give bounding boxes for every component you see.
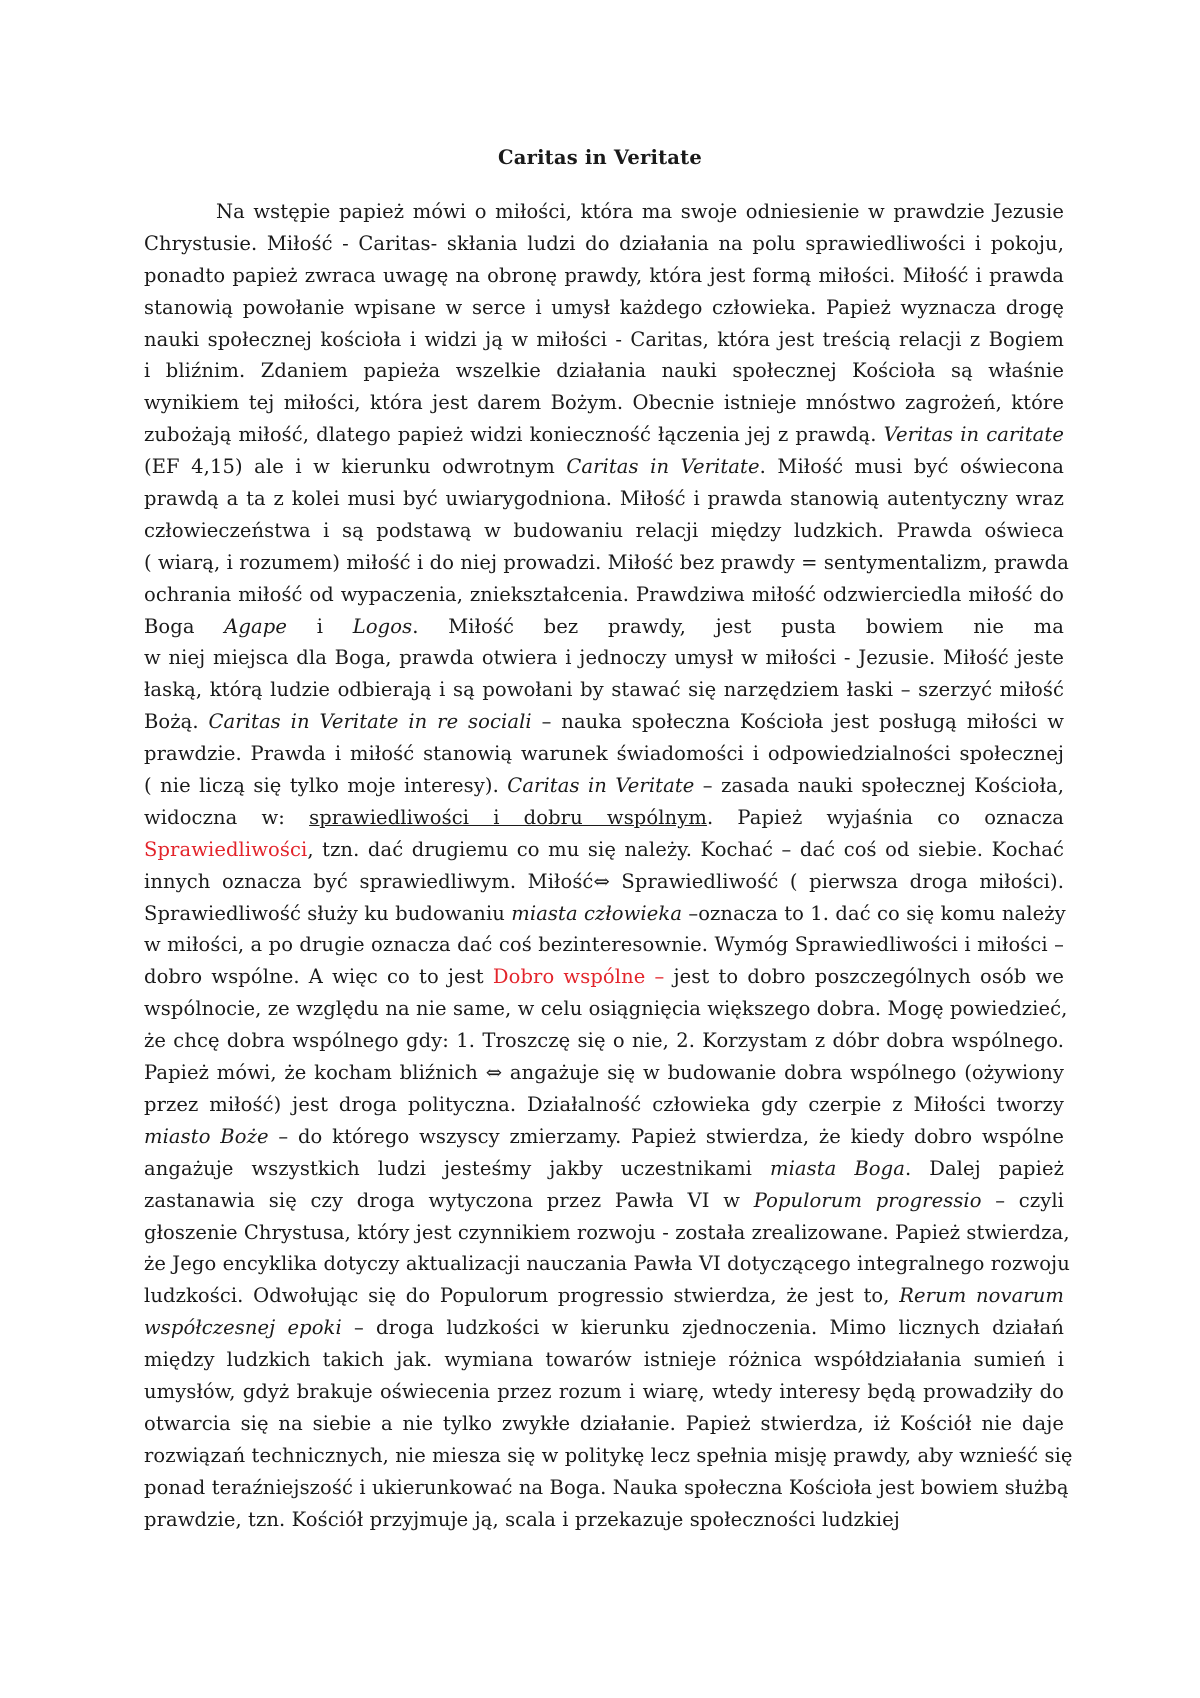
text-run: ludzkości. Odwołując się do Populorum progressio stwierdza, że jest to, [144,1284,900,1308]
text-line [144,1153,1064,1185]
text-line [144,292,1064,324]
text-line [144,674,1064,706]
italic-phrase: Caritas in Veritate [566,455,760,479]
text-line [144,196,1064,228]
italic-phrase: Caritas in Veritate [507,774,695,798]
text-line [144,642,1064,674]
highlighted-term: Sprawiedliwości [144,837,308,861]
text-run: otwarcia się na siebie a nie tylko zwykłe działanie. Papież stwierdza, iż Kościół nie daje [144,1411,1064,1435]
text-run: głoszenie Chrystusa, który jest czynnikiem rozwoju - została zrealizowane. Papież stwierdza, [144,1220,1070,1244]
text-line [144,1057,1064,1089]
text-run: . Dalej papież [904,1156,1064,1180]
text-run: – zasada nauki społecznej Kościoła, [694,774,1064,798]
text-line [144,929,1064,961]
text-line [144,387,1064,419]
text-run: stanowią powołanie wpisane w serce i umysł każdego człowieka. Papież wyznacza drogę [144,295,1064,319]
text-run: zubożają miłość, dlatego papież widzi konieczność łączenia jej z prawdą. [144,423,884,447]
text-line [144,260,1064,292]
text-run: umysłów, gdyż brakuje oświecenia przez rozum i wiarę, wtedy interesy będą prowadziły do [144,1379,1064,1403]
document-body [144,196,1073,1535]
text-run: Chrystusie. Miłość - Caritas- skłania ludzi do działania na polu sprawiedliwości i pokoju, [144,231,1064,255]
italic-phrase: miasta człowieka [511,901,683,925]
text-run: prawdą a ta z kolei musi być uwiarygodniona. Miłość i prawda stanowią autentyczny wraz [144,487,1064,511]
text-run: . Miłość bez prawdy, jest pusta bowiem nie ma [412,614,1065,638]
text-run: w miłości, a po drugie oznacza dać coś bezinteresownie. Wymóg Sprawiedliwości i miłości – [144,933,1064,957]
text-run: jest to dobro poszczególnych osób we [664,965,1064,989]
italic-phrase: Caritas in Veritate in re sociali [208,710,532,734]
text-run: . Miłość musi być oświecona [759,455,1064,479]
text-line [144,547,1069,579]
italic-phrase: Agape [224,614,288,638]
text-line [144,706,1064,738]
text-run: rozwiązań technicznych, nie miesza się w politykę lecz spełnia misję prawdy, aby wznieść się [144,1443,1073,1467]
highlighted-term: Dobro wspólne – [492,965,665,989]
text-run: ( wiarą, i rozumem) miłość i do niej prowadzi. Miłość bez prawdy = sentymentalizm, prawda [144,550,1069,574]
text-run: w niej miejsca dla Boga, prawda otwiera i jednoczy umysł w miłości - Jezusie. Miłość jeste [144,646,1064,670]
text-line [144,961,1064,993]
text-line [144,1376,1064,1408]
text-run: ponadto papież zwraca uwagę na obronę prawdy, która jest formą miłości. Miłość i prawda [144,263,1064,287]
text-line [144,611,1064,643]
text-run: prawdzie, tzn. Kościół przyjmuje ją, scala i przekazuje społeczności ludzkiej [144,1507,900,1531]
text-line [144,1344,1064,1376]
text-line [144,1472,1069,1504]
text-run: – droga ludzkości w kierunku zjednoczenia. Mimo licznych działań [341,1316,1064,1340]
text-run: Boga [144,614,225,638]
text-run: człowieczeństwa i są podstawą w budowaniu relacji między ludzkich. Prawda oświeca [144,518,1064,542]
text-run: prawdzie. Prawda i miłość stanowią warunek świadomości i odpowiedzialności społecznej [144,742,1064,766]
text-run: – do którego wszyscy zmierzamy. Papież stwierdza, że kiedy dobro wspólne [268,1124,1064,1148]
text-line [144,1280,1064,1312]
document-title: Caritas in Veritate [498,146,702,169]
text-line [144,1312,1064,1344]
text-run: wspólnocie, ze względu na nie same, w celu osiągnięcia większego dobra. Mogę powiedzieć, [144,997,1068,1021]
text-run: że chcę dobra wspólnego gdy: 1. Troszczę się o nie, 2. Korzystam z dóbr dobra wspólnego. [144,1029,1064,1053]
text-run: między ludzkich takich jak. wymiana towarów istnieje różnica współdziałania sumień i [144,1348,1064,1372]
text-line [144,898,1064,930]
text-line [144,993,1068,1025]
text-line [144,1217,1070,1249]
text-run: widoczna w: [144,805,310,829]
underlined-phrase: sprawiedliwości i dobru wspólnym [309,805,707,829]
text-run: nauki społecznej kościoła i widzi ją w miłości - Caritas, która jest treścią relacji z Bogiem [144,327,1064,351]
text-line [144,228,1064,260]
text-run: wynikiem tej miłości, która jest darem Bożym. Obecnie istnieje mnóstwo zagrożeń, które [144,391,1064,415]
text-line [144,483,1064,515]
italic-phrase: Logos [352,614,413,638]
text-run: i bliźnim. Zdaniem papieża wszelkie działania nauki społecznej Kościoła są właśnie [144,359,1064,383]
text-line [144,1121,1064,1153]
text-run: łaską, którą ludzie odbierają i są powołani by stawać się narzędziem łaski – szerzyć miłość [144,678,1064,702]
text-run: . Papież wyjaśnia co oznacza [706,805,1065,829]
text-line [144,834,1064,866]
text-line [144,866,1064,898]
text-line [144,802,1064,834]
text-run: – nauka społeczna Kościoła jest posługą miłości w [531,710,1064,734]
text-line [144,579,1064,611]
text-run: ochrania miłość od wypaczenia, zniekształcenia. Prawdziwa miłość odzwierciedla miłość do [144,582,1064,606]
text-line [144,1185,1064,1217]
text-run: –oznacza to 1. dać co się komu należy [682,901,1066,925]
text-run: innych oznacza być sprawiedliwym. Miłość⇔ Sprawiedliwość ( pierwsza droga miłości). [144,869,1064,893]
text-run: – czyli [981,1188,1064,1212]
text-line [144,1504,1064,1536]
italic-phrase: Rerum novarum [899,1284,1065,1308]
text-line [144,451,1064,483]
text-line [144,1440,1073,1472]
text-run: ponad teraźniejszość i ukierunkować na Boga. Nauka społeczna Kościoła jest bowiem służbą [144,1475,1069,1499]
text-line [144,1248,1070,1280]
text-run: dobro wspólne. A więc co to jest [144,965,493,989]
text-line [144,1089,1064,1121]
text-run: angażuje wszystkich ludzi jesteśmy jakby uczestnikami [144,1156,770,1180]
italic-phrase: Populorum progressio [753,1188,982,1212]
text-line [144,738,1064,770]
italic-phrase: Veritas in caritate [883,423,1064,447]
text-run: , tzn. dać drugiemu co mu się należy. Kochać – dać coś od siebie. Kochać [307,837,1064,861]
text-line [144,355,1064,387]
text-run: (EF 4,15) ale i w kierunku odwrotnym [144,455,567,479]
text-run: Na wstępie papież mówi o miłości, która ma swoje odniesienie w prawdzie Jezusie [216,200,1064,223]
text-line [144,515,1064,547]
text-run: Sprawiedliwość służy ku budowaniu [144,901,512,925]
text-run: że Jego encyklika dotyczy aktualizacji nauczania Pawła VI dotyczącego integralnego rozwoju [144,1252,1070,1276]
text-run: ( nie liczą się tylko moje interesy). [144,774,508,798]
text-run: Papież mówi, że kocham bliźnich ⇔ angażuje się w budowanie dobra wspólnego (ożywiony [144,1061,1064,1085]
italic-phrase: miasto Boże [144,1124,269,1148]
text-line [144,1408,1064,1440]
text-line [144,770,1064,802]
italic-phrase: miasta Boga [769,1156,905,1180]
text-line [144,324,1064,356]
text-run: i [287,614,353,638]
italic-phrase: współczesnej epoki [144,1316,342,1340]
text-run: przez miłość) jest droga polityczna. Działalność człowieka gdy czerpie z Miłości tworzy [144,1092,1064,1116]
text-run: zastanawia się czy droga wytyczona przez Pawła VI w [144,1188,754,1212]
text-run: Bożą. [144,710,209,734]
text-line [144,1025,1064,1057]
text-line [144,419,1064,451]
